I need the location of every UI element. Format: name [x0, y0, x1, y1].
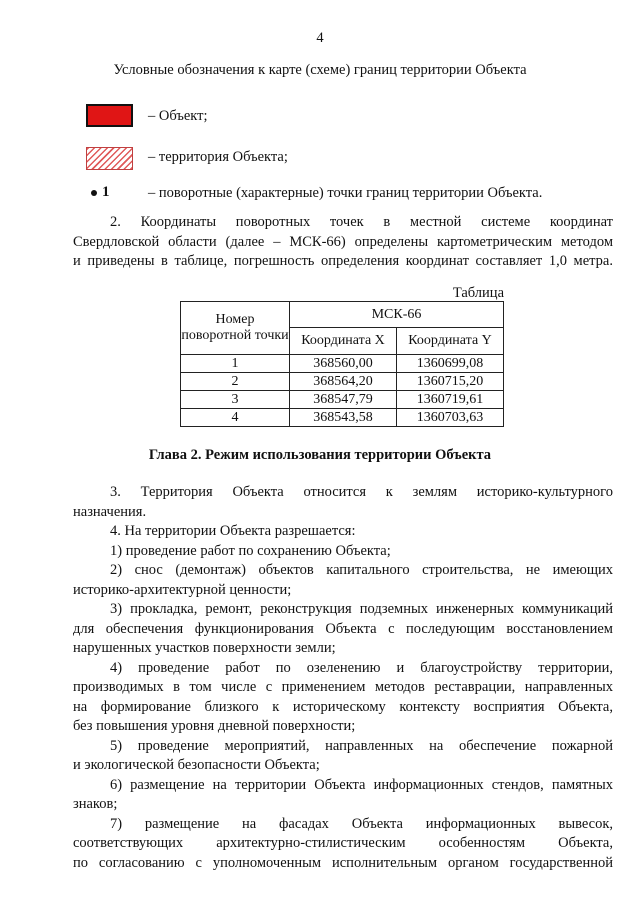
x-coordinate-cell: 368564,20 — [290, 373, 397, 391]
table-row — [181, 409, 504, 427]
table-row — [181, 391, 504, 409]
chapter-title: Глава 2. Режим использования территории Объекта — [148, 447, 492, 463]
point-number-cell: 4 — [181, 409, 290, 427]
paragraph-line: и приведены в таблице, погрешность определения координат составляет 1,0 метра. — [73, 253, 613, 269]
body-line: на формирование близкого к историческому контексту восприятия Объекта, — [73, 698, 613, 715]
body-line: и экологической безопасности Объекта; — [73, 757, 320, 773]
body-line: 4) проведение работ по озеленению и благоустройству территории, — [110, 659, 613, 676]
body-line: историко-архитектурной ценности; — [73, 581, 292, 598]
coordinates-paragraph — [73, 213, 613, 272]
body-line: назначения. — [73, 503, 147, 520]
body-line: 6) размещение на территории Объекта информационных стендов, памятных — [110, 776, 613, 793]
table-row — [181, 373, 504, 391]
turning-point-legend-text: – поворотные (характерные) точки границ территории Объекта. — [148, 185, 543, 201]
body-line: 4. На территории Объекта разрешается: — [110, 523, 356, 539]
point-number-header: Номер поворотной точки — [181, 302, 290, 355]
regime-body-text — [73, 483, 613, 873]
y-coordinate-cell: 1360703,63 — [397, 409, 504, 427]
x-coordinate-cell: 368547,79 — [290, 391, 397, 409]
body-line: 3) прокладка, ремонт, реконструкция подземных инженерных коммуникаций — [110, 601, 613, 617]
x-coordinate-header: Координата X — [290, 328, 397, 355]
body-line: нарушенных участков поверхности земли; — [73, 640, 336, 656]
point-number-cell: 1 — [181, 355, 290, 373]
y-coordinate-cell: 1360715,20 — [397, 373, 504, 391]
point-number-cell: 3 — [181, 391, 290, 409]
point-number-cell: 2 — [181, 373, 290, 391]
body-line: 5) проведение мероприятий, направленных на обеспечение пожарной — [110, 737, 613, 754]
body-line: производимых в том числе с применением методов реставрации, направленных — [73, 679, 613, 695]
turning-point-marker — [91, 184, 131, 201]
page-number: 4 — [316, 30, 324, 46]
body-line: 3. Территория Объекта относится к землям историко-культурного — [110, 484, 613, 500]
y-coordinate-cell: 1360719,61 — [397, 391, 504, 409]
coordinates-table — [180, 301, 504, 427]
body-line: знаков; — [73, 796, 118, 812]
territory-legend-swatch — [86, 147, 133, 170]
body-line: соответствующих архитектурно-стилистическим особенностям Объекта, — [73, 835, 613, 851]
legend-title: Условные обозначения к карте (схеме) границ территории Объекта — [113, 62, 527, 78]
object-legend-swatch — [86, 104, 133, 127]
point-marker-label: 1 — [102, 184, 110, 200]
table-row — [181, 355, 504, 373]
coordinate-system-header: МСК-66 — [290, 302, 504, 328]
point-dot-icon — [91, 190, 97, 196]
x-coordinate-cell: 368560,00 — [290, 355, 397, 373]
body-line: 1) проведение работ по сохранению Объекта; — [110, 542, 391, 559]
table-label: Таблица — [452, 285, 504, 301]
territory-legend-text: – территория Объекта; — [148, 149, 288, 165]
paragraph-line: Свердловской области (далее – МСК-66) определены картометрическим методом — [73, 233, 613, 250]
y-coordinate-cell: 1360699,08 — [397, 355, 504, 373]
body-line: 7) размещение на фасадах Объекта информационных вывесок, — [110, 815, 613, 832]
body-line: для обеспечения функционирования Объекта с последующим восстановлением — [73, 620, 613, 637]
object-legend-text: – Объект; — [148, 108, 208, 124]
x-coordinate-cell: 368543,58 — [290, 409, 397, 427]
body-line: по согласованию с уполномоченным исполнительным органом государственной — [73, 854, 613, 871]
body-line: 2) снос (демонтаж) объектов капитального строительства, не имеющих — [110, 562, 613, 578]
paragraph-line: 2. Координаты поворотных точек в местной системе координат — [110, 214, 613, 230]
body-line: без повышения уровня дневной поверхности; — [73, 718, 356, 734]
y-coordinate-header: Координата Y — [397, 328, 504, 355]
